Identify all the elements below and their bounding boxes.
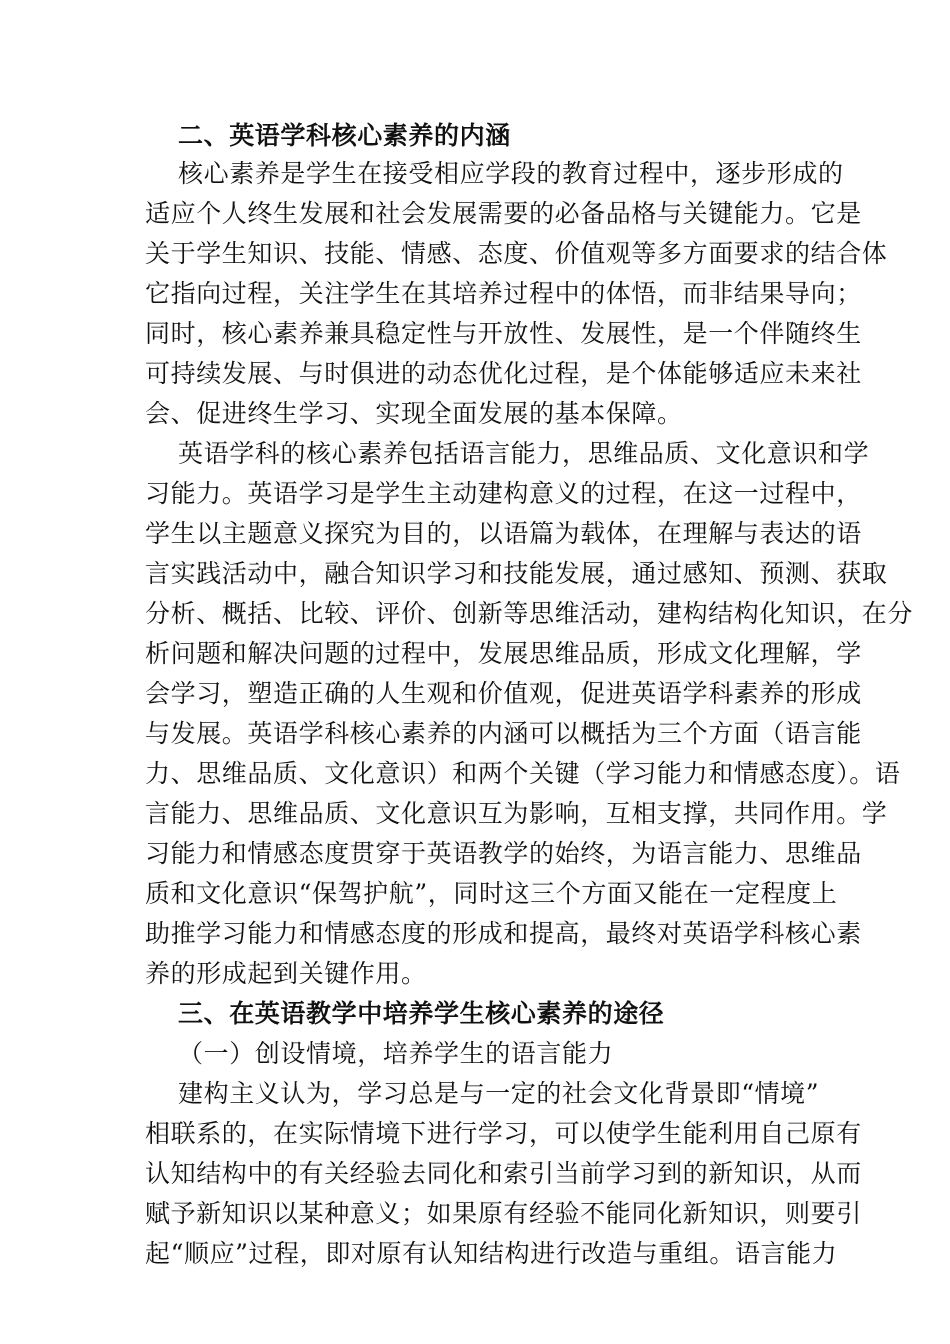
paragraph-line: 可持续发展、与时俱进的动态优化过程，是个体能够适应未来社 bbox=[145, 359, 862, 388]
paragraph-line: 质和文化意识“保驾护航”，同时这三个方面又能在一定程度上 bbox=[145, 879, 838, 908]
paragraph-line: 分析、概括、比较、评价、创新等思维活动，建构结构化知识，在分 bbox=[145, 599, 914, 628]
paragraph-line: 言实践活动中，融合知识学习和技能发展，通过感知、预测、获取 bbox=[145, 559, 888, 588]
paragraph-line: 力、思维品质、文化意识）和两个关键（学习能力和情感态度）。语 bbox=[145, 759, 901, 788]
section-heading-2: 二、英语学科核心素养的内涵 bbox=[178, 121, 511, 150]
paragraph-line: 相联系的，在实际情境下进行学习，可以使学生能利用自己原有 bbox=[145, 1119, 862, 1148]
paragraph-line: 会、促进终生学习、实现全面发展的基本保障。 bbox=[145, 399, 683, 428]
paragraph-line: 认知结构中的有关经验去同化和索引当前学习到的新知识，从而 bbox=[145, 1159, 862, 1188]
paragraph-line: 析问题和解决问题的过程中，发展思维品质，形成文化理解，学 bbox=[145, 639, 862, 668]
paragraph-line: 与发展。英语学科核心素养的内涵可以概括为三个方面（语言能 bbox=[145, 719, 862, 748]
paragraph-line: 关于学生知识、技能、情感、态度、价值观等多方面要求的结合体 bbox=[145, 239, 888, 268]
paragraph-line: 起“顺应”过程，即对原有认知结构进行改造与重组。语言能力 bbox=[145, 1239, 838, 1268]
paragraph-line: 言能力、思维品质、文化意识互为影响，互相支撑，共同作用。学 bbox=[145, 799, 888, 828]
section-heading-3: 三、在英语教学中培养学生核心素养的途径 bbox=[178, 999, 665, 1028]
paragraph-line: 核心素养是学生在接受相应学段的教育过程中，逐步形成的 bbox=[178, 159, 844, 188]
paragraph-line: 赋予新知识以某种意义；如果原有经验不能同化新知识，则要引 bbox=[145, 1199, 862, 1228]
paragraph-line: 养的形成起到关键作用。 bbox=[145, 959, 427, 988]
paragraph-line: 会学习，塑造正确的人生观和价值观，促进英语学科素养的形成 bbox=[145, 679, 862, 708]
paragraph-line: 学生以主题意义探究为目的，以语篇为载体，在理解与表达的语 bbox=[145, 519, 862, 548]
subsection-heading-1: （一）创设情境，培养学生的语言能力 bbox=[178, 1039, 614, 1068]
paragraph-line: 建构主义认为，学习总是与一定的社会文化背景即“情境” bbox=[178, 1079, 820, 1108]
paragraph-line: 习能力和情感态度贯穿于英语教学的始终，为语言能力、思维品 bbox=[145, 839, 862, 868]
paragraph-line: 它指向过程，关注学生在其培养过程中的体悟，而非结果导向； bbox=[145, 279, 862, 308]
paragraph-line: 助推学习能力和情感态度的形成和提高，最终对英语学科核心素 bbox=[145, 919, 862, 948]
paragraph-line: 同时，核心素养兼具稳定性与开放性、发展性，是一个伴随终生 bbox=[145, 319, 862, 348]
paragraph-line: 适应个人终生发展和社会发展需要的必备品格与关键能力。它是 bbox=[145, 199, 862, 228]
paragraph-line: 英语学科的核心素养包括语言能力，思维品质、文化意识和学 bbox=[178, 439, 870, 468]
paragraph-line: 习能力。英语学习是学生主动建构意义的过程，在这一过程中， bbox=[145, 479, 862, 508]
